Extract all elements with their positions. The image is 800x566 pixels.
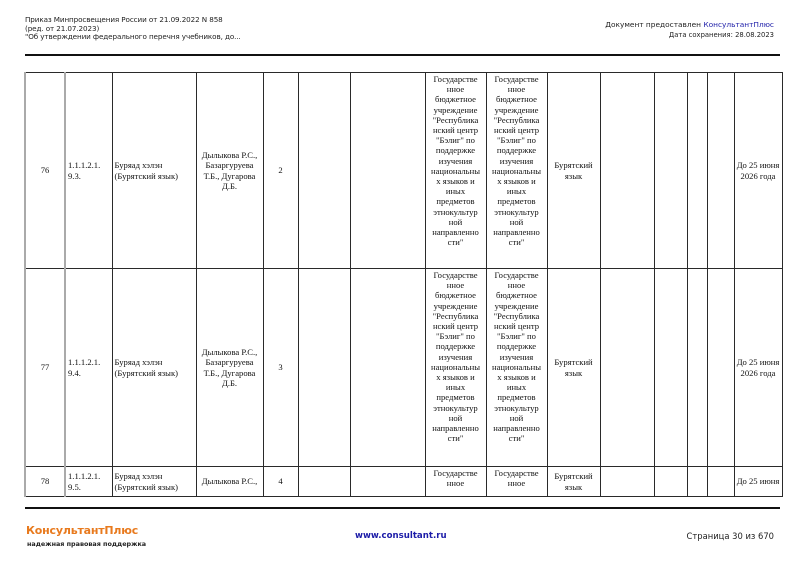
cell-authors: Дылыкова Р.С., Базаргуруева Т.Б., Дугарова Д.Б. [196, 269, 263, 467]
cell-publisher-2: Государстве нное [486, 467, 547, 497]
cell-empty-11 [654, 73, 687, 269]
cell-title: Буряад хэлэн (Бурятский язык) [112, 73, 196, 269]
cell-empty-10 [600, 269, 654, 467]
logo-tagline: надежная правовая поддержка [27, 540, 147, 548]
cell-authors: Дылыкова Р.С., Базаргуруева Т.Б., Дугарова Д.Б. [196, 73, 263, 269]
document-header-title [25, 16, 241, 42]
table-row [25, 73, 782, 269]
website-link[interactable]: www.consultant.ru [355, 531, 447, 541]
cell-grade: 3 [263, 269, 298, 467]
cell-empty-13 [707, 467, 734, 497]
cell-empty-10 [600, 73, 654, 269]
cell-language: Бурятский язык [547, 269, 600, 467]
cell-empty-13 [707, 269, 734, 467]
cell-empty-12 [687, 269, 707, 467]
header-line-order: Приказ Минпросвещения России от 21.09.2022 N 858 [25, 15, 223, 24]
cell-authors: Дылыкова Р.С., [196, 467, 263, 497]
header-divider [25, 54, 780, 56]
cell-grade: 4 [263, 467, 298, 497]
cell-empty-5 [298, 467, 350, 497]
cell-empty-6 [350, 269, 425, 467]
cell-code: 1.1.1.2.1. 9.5. [65, 467, 112, 497]
cell-empty-6 [350, 73, 425, 269]
cell-number: 76 [25, 73, 65, 269]
cell-grade: 2 [263, 73, 298, 269]
page-counter: Страница 30 из 670 [686, 531, 774, 541]
cell-empty-11 [654, 269, 687, 467]
cell-empty-12 [687, 73, 707, 269]
provider-brand-link[interactable]: КонсультантПлюс [703, 20, 774, 29]
textbook-table [24, 72, 783, 497]
cell-language: Бурятский язык [547, 73, 600, 269]
provided-prefix: Документ предоставлен [605, 20, 704, 29]
cell-number: 77 [25, 269, 65, 467]
cell-empty-5 [298, 73, 350, 269]
cell-code: 1.1.1.2.1. 9.3. [65, 73, 112, 269]
header-line-edition: (ред. от 21.07.2023) [25, 23, 100, 33]
cell-deadline: До 25 июня 2026 года [734, 73, 782, 269]
cell-title: Буряад хэлэн (Бурятский язык) [112, 467, 196, 497]
cell-publisher: Государстве нное [425, 467, 486, 497]
cell-title: Буряад хэлэн (Бурятский язык) [112, 269, 196, 467]
table-row [25, 467, 782, 497]
cell-empty-11 [654, 467, 687, 497]
table-row [25, 269, 782, 467]
cell-empty-13 [707, 73, 734, 269]
cell-number: 78 [25, 467, 65, 497]
cell-publisher: Государстве нное бюджетное учреждение "Республика нский центр "Бэлиг" по поддержке изучения национальны х языков и иных предметов этнокультур ной направленно сти" [425, 73, 486, 269]
cell-empty-10 [600, 467, 654, 497]
cell-publisher-2: Государстве нное бюджетное учреждение "Республика нский центр "Бэлиг" по поддержке изучения национальны х языков и иных предметов этнокультур ной направленно сти" [486, 269, 547, 467]
consultant-logo: КонсультантПлюс [26, 524, 139, 537]
footer-divider [25, 507, 780, 509]
header-line-subject: "Об утверждении федерального перечня учебников, до... [25, 32, 241, 42]
cell-empty-5 [298, 269, 350, 467]
provided-by [605, 20, 774, 30]
cell-deadline: До 25 июня [734, 467, 782, 497]
cell-deadline: До 25 июня 2026 года [734, 269, 782, 467]
cell-language: Бурятский язык [547, 467, 600, 497]
cell-publisher-2: Государстве нное бюджетное учреждение "Республика нский центр "Бэлиг" по поддержке изучения национальны х языков и иных предметов этнокультур ной направленно сти" [486, 73, 547, 269]
save-date: Дата сохранения: 28.08.2023 [668, 31, 774, 39]
document-header-meta [605, 20, 774, 40]
cell-empty-12 [687, 467, 707, 497]
cell-publisher: Государстве нное бюджетное учреждение "Республика нский центр "Бэлиг" по поддержке изучения национальны х языков и иных предметов этнокультур ной направленно сти" [425, 269, 486, 467]
cell-empty-6 [350, 467, 425, 497]
cell-code: 1.1.1.2.1. 9.4. [65, 269, 112, 467]
